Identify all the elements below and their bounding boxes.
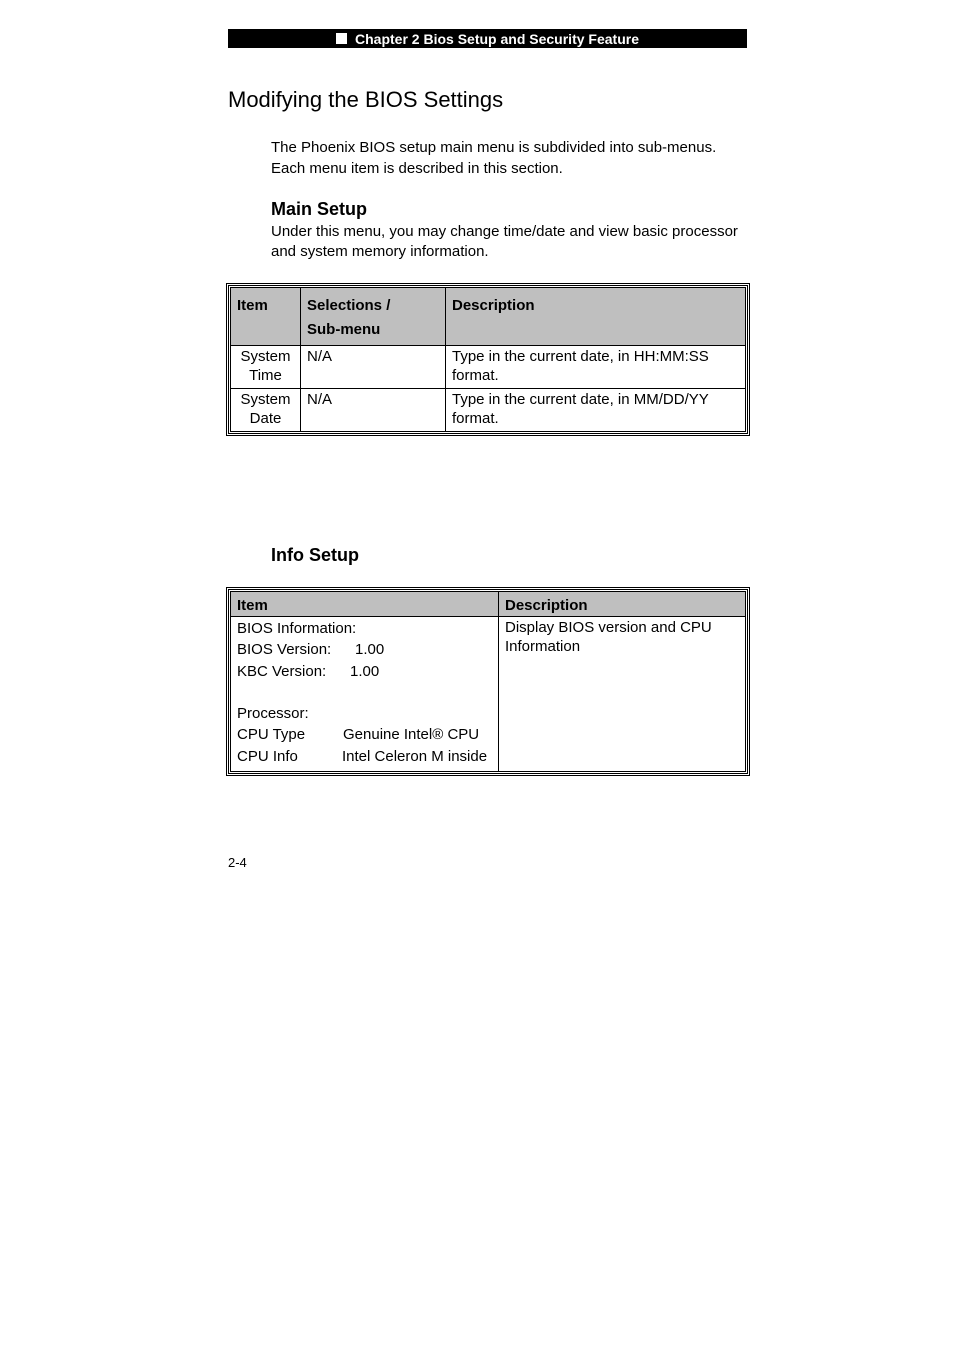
column-header-description: Description (499, 592, 746, 617)
info-description-cell: Display BIOS version and CPU Information (499, 617, 746, 772)
table-header-row (231, 592, 746, 617)
chapter-title: Chapter 2 Bios Setup and Security Feature (355, 30, 639, 47)
info-setup-table (230, 591, 746, 772)
main-setup-table-frame (226, 283, 750, 436)
info-setup-heading: Info Setup (271, 545, 359, 565)
row-description: Type in the current date, in MM/DD/YY format. (446, 389, 746, 432)
row-selection: N/A (301, 389, 446, 432)
cpu-info-value: Intel Celeron M inside (342, 747, 488, 765)
column-header-selections: Selections / Sub-menu (301, 288, 446, 346)
row-item: System Date (231, 389, 301, 432)
table-header-row (231, 288, 746, 346)
table-row (231, 346, 746, 389)
column-header-item: Item (231, 288, 301, 346)
bios-version-label: BIOS Version: (237, 641, 332, 659)
page-number: 2-4 (228, 855, 247, 870)
kbc-version-line (237, 661, 492, 682)
column-header-description: Description (446, 288, 746, 346)
table-row (231, 389, 746, 432)
row-item: System Time (231, 346, 301, 389)
page-title: Modifying the BIOS Settings (228, 87, 504, 112)
chapter-header-bar (228, 29, 747, 48)
info-setup-table-frame (226, 587, 750, 776)
bios-version-line (237, 639, 492, 660)
info-item-cell (231, 617, 499, 772)
square-bullet-icon (336, 33, 347, 44)
row-selection: N/A (301, 346, 446, 389)
cpu-type-line (237, 724, 492, 745)
kbc-version-label: KBC Version: (237, 662, 327, 680)
intro-paragraph: The Phoenix BIOS setup main menu is subdivided into sub-menus. Each menu item is described in this section. (271, 139, 717, 177)
cpu-type-label: CPU Type (237, 726, 306, 744)
processor-label: Processor: (237, 705, 309, 723)
row-description: Type in the current date, in HH:MM:SS format. (446, 346, 746, 389)
bios-information-label: BIOS Information: (237, 620, 357, 637)
blank-line (237, 682, 492, 703)
main-setup-table (230, 287, 746, 432)
table-row (231, 617, 746, 772)
cpu-info-line (237, 746, 492, 767)
main-setup-description: Under this menu, you may change time/date and view basic processor and system memory information. (271, 223, 738, 260)
bios-version-value: 1.00 (355, 641, 385, 659)
column-header-item: Item (231, 592, 499, 617)
cpu-info-label: CPU Info (237, 747, 298, 765)
kbc-version-value: 1.00 (350, 662, 380, 680)
cpu-type-value: Genuine Intel® CPU (343, 726, 480, 744)
main-setup-heading: Main Setup (271, 199, 368, 219)
